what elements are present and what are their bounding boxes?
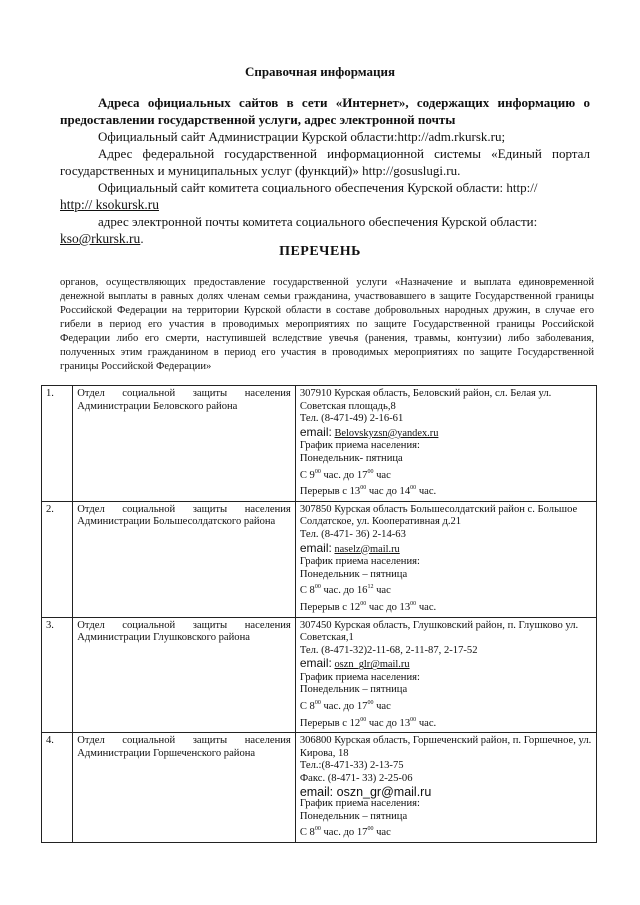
email-label: email: [299,656,332,671]
list-description: органов, осуществляющих предоставление государственной услуги «Назначение и выплата единовременной денежной выплаты в равных долях членам семьи гражданина, участвовавшего в защите Государственной границы Российской Федерации на территории Курской области в составе добровольных народных дружин, в случае его гибели в период его участия в проводимых мероприятиях по защите Государственной границы Российской Федерации либо его смерти, наступившей вследствие увечья (ранения, травмы, контузии) либо заболевания, полученных этим гражданином в период его участия в проводимых мероприятиях по защите Государственной границы Российской Федерации» [60,277,594,372]
office-email[interactable]: Belovskyzsn@yandex.ru [334,427,439,439]
email-label: email: [299,540,332,555]
page-title: Справочная информация [244,64,396,79]
site-committee-link[interactable]: http:// ksokursk.ru [60,197,160,212]
office-name: Отдел социальной защиты населения Администрации Глушковского района [73,617,296,733]
schedule-hours: С $9^{00}$ час. до $17^{00}$ час [299,468,391,481]
schedule-days: Понедельник- пятница [299,452,403,464]
intro-section [60,94,590,247]
table-row [42,501,597,617]
office-name: Отдел социальной защиты населения Администрации Горшеченского района [73,733,296,843]
schedule-days: Понедельник – пятница [299,684,408,696]
office-address: 307450 Курская область, Глушковский район, п. Глушково ул. Советская,1 [299,619,579,644]
office-phone: Тел. (8-471- 36) 2-14-63 [299,528,406,540]
office-break: Перерыв с $12^{00}$ час до $13^{00}$ час. [299,716,437,729]
schedule-days: Понедельник – пятница [299,568,408,580]
office-phone: Тел. (8-471-32)2-11-68, 2-11-87, 2-17-52 [299,644,478,656]
schedule-hours: С $8^{00}$ час. до $17^{00}$ час [299,700,391,713]
schedule-days: Понедельник – пятница [299,810,408,822]
table-row [42,386,597,502]
office-break: Перерыв с $13^{00}$ час до $14^{00}$ час. [299,485,437,498]
office-contacts [295,501,596,617]
office-email[interactable]: oszn_glr@mail.ru [334,659,410,671]
office-email[interactable]: naselz@mail.ru [334,543,400,555]
offices-table [41,385,597,843]
office-phone: Тел. (8-471-49) 2-16-61 [299,413,404,425]
office-address: 307850 Курская область Большесолдатский район с. Большое Солдатское, ул. Кооперативная д.21 [299,503,578,528]
office-address: 307910 Курская область, Беловский район, сл. Белая ул. Советская площадь,8 [299,388,552,412]
email-label: email: [299,424,332,439]
email-line: адрес электронной почты комитета социального обеспечения Курской области: kso@rkursk.ru. [60,214,538,246]
row-number: 1. [42,386,73,502]
schedule-hours: С $8^{00}$ час. до $16^{12}$ час [299,584,391,597]
table-row [42,617,597,733]
office-address: 306800 Курская область, Горшеченский район, п. Горшечное, ул. Кирова, 18 [299,735,592,759]
office-contacts [295,617,596,733]
schedule-title: График приема населения: [299,798,420,810]
site-portal-line: Адрес федеральной государственной информационной системы «Единый портал государственных и муниципальных услуг (функций)» http://gosuslugi.ru. [60,146,590,178]
site-admin-line: Официальный сайт Администрации Курской области:http://adm.rkursk.ru; [98,129,506,144]
schedule-title: График приема населения: [299,440,420,452]
office-name: Отдел социальной защиты населения Администрации Большесолдатского района [73,501,296,617]
table-row [42,733,597,843]
row-number: 2. [42,501,73,617]
schedule-title: График приема населения: [299,671,420,683]
office-contacts [295,733,596,843]
row-number: 4. [42,733,73,843]
site-committee-line: Официальный сайт комитета социального обеспечения Курской области: http:// http:// ksokursk.ru [60,180,538,212]
office-phone: Тел.:(8-471-33) 2-13-75 [299,760,404,772]
office-email[interactable]: email: oszn_gr@mail.ru [299,784,432,799]
row-number: 3. [42,617,73,733]
schedule-hours: С $8^{00}$ час. до $17^{00}$ час [299,826,391,839]
office-fax: Факс. (8-471- 33) 2-25-06 [299,773,413,785]
office-break: Перерыв с $12^{00}$ час до $13^{00}$ час. [299,600,437,613]
office-name: Отдел социальной защиты населения Администрации Беловского района [73,386,296,502]
committee-email-link[interactable]: kso@rkursk.ru [60,231,141,246]
office-contacts [295,386,596,502]
list-heading: ПЕРЕЧЕНЬ [279,244,361,259]
intro-heading: Адреса официальных сайтов в сети «Интернет», содержащих информацию о предоставлении государственной услуги, адрес электронной почты [60,95,590,127]
schedule-title: График приема населения: [299,556,420,568]
